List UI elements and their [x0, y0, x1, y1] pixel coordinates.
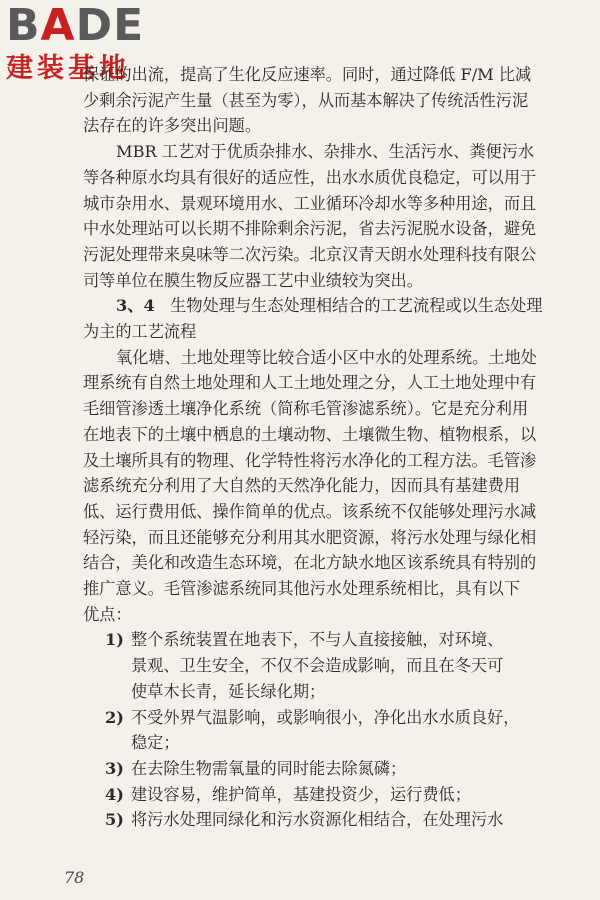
text-line: 污泥处理带来臭味等二次污染。北京汉青天朗水处理科技有限公	[83, 244, 537, 264]
text-line: 等各种原水均具有很好的适应性，出水水质优良稳定，可以用于	[83, 167, 537, 187]
text-line: 建设容易，维护简单，基建投资少，运行费低；	[131, 784, 471, 804]
text-line: 在地表下的土壤中栖息的土壤动物、土壤微生物、植物根系，以	[83, 424, 537, 444]
text-line: 滤系统充分利用了大自然的天然净化能力，因而具有基建费用	[83, 476, 521, 496]
paragraph-land-treatment	[83, 345, 535, 628]
list-item	[83, 705, 535, 756]
text-line: 司等单位在膜生物反应器工艺中业绩较为突出。	[83, 270, 423, 290]
text-line: 毛细管渗透土壤净化系统（简称毛管渗滤系统）。它是充分利用	[83, 399, 529, 419]
text-line: 及土壤所具有的物理、化学特性将污水净化的工程方法。毛管渗	[83, 450, 537, 470]
list-number: 5)	[105, 810, 124, 830]
section-title-cont: 为主的工艺流程	[83, 322, 197, 342]
text-line: 氧化塘、土地处理等比较合适小区中水的处理系统。土地处	[116, 347, 537, 367]
section-title: 生物处理与生态处理相结合的工艺流程或以生态处理	[170, 296, 543, 316]
text-line: 将污水处理同绿化和污水资源化相结合，在处理污水	[131, 810, 504, 830]
text-line: 推广意义。毛管渗滤系统同其他污水处理系统相比，具有以下	[83, 579, 521, 599]
text-line: 在去除生物需氧量的同时能去除氮磷；	[131, 758, 407, 778]
text-line: 中水处理站可以长期不排除剩余污泥，省去污泥脱水设备，避免	[83, 219, 537, 239]
text-line: 结合，美化和改造生态环境，在北方缺水地区该系统具有特别的	[83, 553, 537, 573]
list-item	[83, 807, 535, 833]
text-line: 少剩余污泥产生量（甚至为零），从而基本解决了传统活性污泥	[83, 90, 529, 110]
text-line: 低、运行费用低、操作简单的优点。该系统不仅能够处理污水减	[83, 501, 537, 521]
list-number: 2)	[105, 707, 124, 727]
text-line: 优点：	[83, 604, 132, 624]
text-line: 保证的出流，提高了生化反应速率。同时，通过降低 F/M 比减	[83, 65, 532, 84]
paragraph-intro	[83, 62, 535, 139]
text-line: MBR 工艺对于优质杂排水、杂排水、生活污水、粪便污水	[116, 142, 535, 162]
logo-wordmark: BADE	[6, 0, 145, 51]
list-item	[83, 756, 535, 782]
text-line: 不受外界气温影响，或影响很小，净化出水水质良好，	[131, 707, 520, 727]
text-line: 整个系统装置在地表下，不与人直接接触，对环境、	[131, 630, 504, 650]
text-line: 使草木长青，延长绿化期；	[131, 681, 326, 701]
section-number: 3、4	[116, 296, 155, 316]
text-line: 城市杂用水、景观环境用水、工业循环冷却水等多种用途，而且	[83, 193, 537, 213]
list-item	[83, 782, 535, 808]
text-line: 理系统有自然土地处理和人工土地处理之分，人工土地处理中有	[83, 373, 537, 393]
text-line: 景观、卫生安全，不仅不会造成影响，而且在冬天可	[131, 656, 504, 676]
page-body	[83, 62, 543, 833]
list-number: 4)	[105, 784, 124, 804]
list-number: 3)	[105, 758, 124, 778]
page-number: 78	[64, 868, 85, 887]
text-line: 轻污染，而且还能够充分利用其水肥资源，将污水处理与绿化相	[83, 527, 537, 547]
list-item	[83, 627, 535, 704]
text-line: 法存在的许多突出问题。	[83, 116, 262, 136]
paragraph-mbr	[83, 139, 535, 293]
advantages-list	[83, 627, 535, 833]
list-number: 1)	[105, 630, 124, 650]
section-heading	[83, 293, 543, 344]
logo-subtitle: 建装基地	[6, 53, 130, 84]
text-line: 稳定；	[131, 733, 180, 753]
